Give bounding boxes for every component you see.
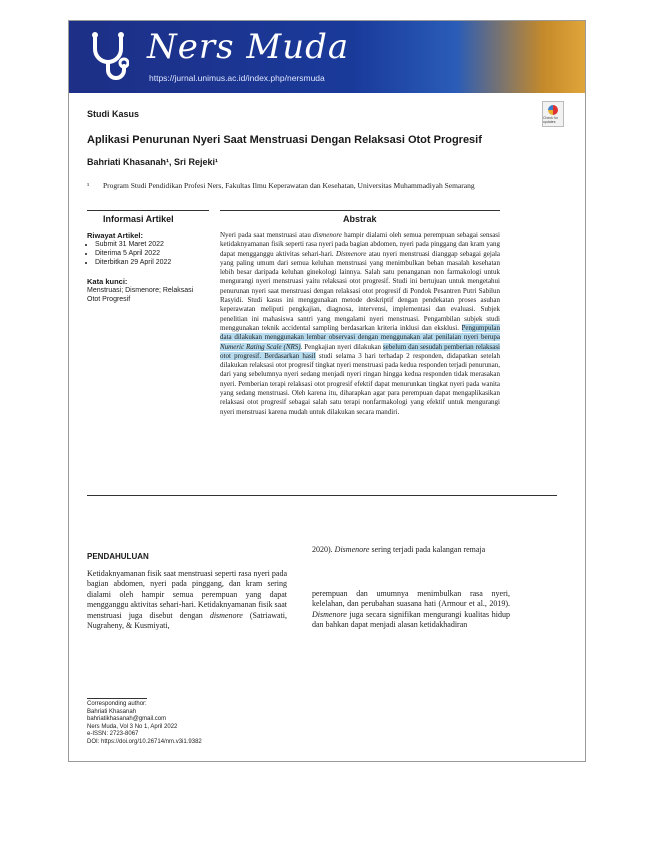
intro-text: (Satriawati, Nugraheny, & Kusmiyati, bbox=[87, 610, 287, 631]
history-item: • Submit 31 Maret 2022 bbox=[95, 240, 207, 249]
intro-left-column bbox=[87, 569, 287, 631]
journal-url[interactable]: https://jurnal.unimus.ac.id/index.php/nersmuda bbox=[149, 73, 325, 83]
affiliation-text: Program Studi Pendidikan Profesi Ners, Fakultas Ilmu Keperawatan dan Kesehatan, Universitas Muhammadiyah Semarang bbox=[103, 181, 475, 190]
footnote-rule bbox=[87, 698, 147, 699]
abstract-term: dismenore bbox=[313, 231, 342, 239]
abstract-part: studi selama 3 hari terhadap 2 responden, didapatkan setelah dilakukan relaksasi otot progresif tingkat nyeri menstruasi pada kedua responden terjadi penurunan, dari yang sebelumnya nyeri sedang menjadi nyeri ringan hingga kedua responden tidak merasakan nyeri. Pemberian terapi relaksasi otot progresif efektif dapat menurunkan tingkat nyeri pada wanita yang sedang menstruasi. Oleh karena itu, diharapkan agar para perempuan dapat mengaplikasikan relaksasi otot progresif sebagai salah satu terapi nonfarmakologi yang efektif untuk mengurangi nyeri menstruasi karena mudah untuk dilakukan secara mandiri. bbox=[220, 351, 500, 416]
crossmark-badge[interactable] bbox=[542, 101, 564, 127]
journal-brand: Ners Muda bbox=[147, 27, 350, 67]
abstract-part: . Pengkajian nyeri dilakukan bbox=[300, 342, 383, 351]
article-page bbox=[68, 20, 586, 762]
intro-right-bottom bbox=[312, 589, 510, 631]
abstract-bottom-rule bbox=[87, 495, 557, 496]
abstract-term: Dismenore bbox=[335, 249, 367, 258]
crossmark-label: Check for updates bbox=[543, 115, 558, 124]
article-kind: Studi Kasus bbox=[87, 109, 140, 119]
intro-text: juga secara signifikan mengurangi kualitas hidup dan bahkan dapat menjadi alasan ketidakhadiran bbox=[312, 609, 510, 630]
highlight-2: sebelum dan sesudah pemberian relaksasi otot progresif. Berdasarkan hasil bbox=[220, 342, 500, 360]
stethoscope-icon bbox=[87, 31, 129, 83]
article-title: Aplikasi Penurunan Nyeri Saat Menstruasi Dengan Relaksasi Otot Progresif bbox=[87, 134, 482, 146]
article-info bbox=[87, 231, 207, 304]
abstract-part: atau nyeri menstruasi dianggap sebagai gejala yang paling umum dari semua keluhan menstruasi yang menimbulkan beban masalah kesehatan lebih besar daripada keluhan ginekologi lainnya. Salah satu penanganan non farmakologi untuk mengurangi nyeri menstruasi yaitu relaksasi otot progresif. Studi ini bertujuan untuk mengetahui penurunan nyeri saat menstruasi dengan relaksasi otot progresif di Pondok Pesantren Putri Sabilun Rasyidi. Studi kasus ini menggunakan metode deskriptif dengan pendekatan proses asuhan keperawatan meliputi pengkajian, diagnosa, intervensi, implementasi dan evaluasi. Subjek penelitian ini mahasiswa santri yang mengalami nyeri menstruasi. Pengambilan subjek studi menggunakan teknik accidental sampling berdasarkan kriteria inklusi dan eksklusi. bbox=[220, 249, 500, 332]
footnote-name: Bahriati Khasanah bbox=[87, 708, 137, 715]
affiliation-number: ¹ bbox=[87, 181, 90, 190]
crossmark-icon bbox=[548, 105, 558, 115]
highlight-1: Pengumpulan data dilakukan menggunakan lembar observasi dengan menggunakan alat penilaian nyeri berupa bbox=[220, 323, 500, 342]
corresponding-footnote bbox=[87, 701, 307, 747]
footnote-eissn: e-ISSN: 2723-8067 bbox=[87, 731, 139, 738]
keywords: Menstruasi; Dismenore; Relaksasi Otot Progresif bbox=[87, 287, 194, 303]
intro-term: dismenore bbox=[209, 610, 243, 620]
intro-text: sering terjadi pada kalangan remaja bbox=[369, 545, 486, 554]
article-authors: Bahriati Khasanah¹, Sri Rejeki¹ bbox=[87, 157, 219, 167]
journal-banner bbox=[69, 21, 585, 93]
intro-text: perempuan dan umumnya menimbulkan rasa nyeri, kelelahan, dan perubahan suasana hati (Armour et al., 2019). bbox=[312, 589, 510, 609]
history-item: • Diterbitkan 29 April 2022 bbox=[95, 258, 207, 267]
footnote-label: Corresponding author: bbox=[87, 701, 147, 707]
intro-text: 2020). bbox=[312, 545, 335, 554]
section-heading: PENDAHULUAN bbox=[87, 552, 149, 561]
intro-term: Dismenore bbox=[334, 545, 370, 554]
history-label: Riwayat Artikel: bbox=[87, 231, 143, 240]
intro-text: Ketidaknyamanan fisik saat menstruasi seperti rasa nyeri pada bagian abdomen, nyeri pada pinggang, dan kram sering dialami oleh hampir semua perempuan yang dapat mengganggu aktivitas sehari-hari. Ketidaknyamanan fisik saat menstruasi juga disebut dengan bbox=[87, 569, 287, 620]
highlight-1-term: Numeric Rating Scale (NRS) bbox=[220, 342, 301, 351]
history-item: • Diterima 5 April 2022 bbox=[95, 249, 207, 258]
info-top-rule bbox=[87, 210, 209, 211]
footnote-journal: Ners Muda, Vol 3 No 1, April 2022 bbox=[87, 723, 178, 730]
intro-term: Dismenore bbox=[312, 609, 347, 619]
keywords-label: Kata kunci: bbox=[87, 277, 128, 286]
intro-right-top bbox=[312, 545, 510, 555]
abstract-part: Nyeri pada saat menstruasi atau bbox=[220, 231, 314, 239]
abstract-part: hampir dialami oleh semua perempuan sebagai sensasi ketidaknyamanan fisik seperti rasa nyeri pada bagian abdomen, nyeri pada pinggang dan kram yang dapat mengganggu aktivitas sehari-hari. bbox=[220, 231, 500, 258]
abstract-top-rule bbox=[220, 210, 500, 211]
info-heading: Informasi Artikel bbox=[103, 214, 174, 224]
abstract-text bbox=[220, 231, 500, 417]
history-list bbox=[87, 240, 207, 267]
footnote-doi[interactable]: DOI: https://doi.org/10.26714/nm.v3i1.9382 bbox=[87, 738, 202, 745]
abstract-heading: Abstrak bbox=[343, 214, 377, 224]
footnote-email[interactable]: bahriatikhasanah@gmail.com bbox=[87, 716, 167, 723]
